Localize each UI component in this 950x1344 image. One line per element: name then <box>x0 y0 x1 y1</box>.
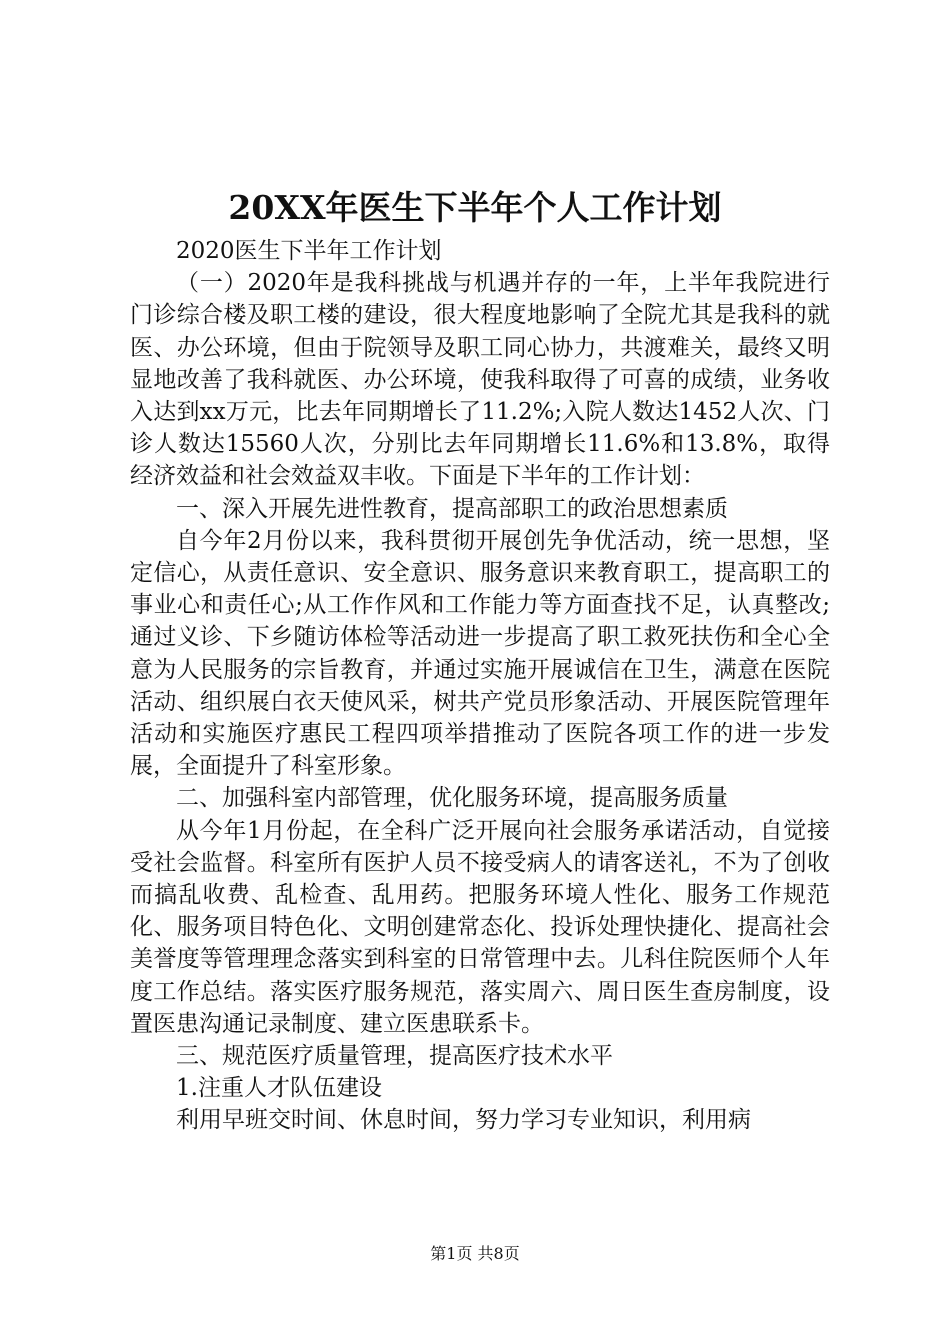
document-title: 20XX年医生下半年个人工作计划 <box>228 188 722 227</box>
section-heading-2: 二、加强科室内部管理，优化服务环境，提高服务质量 <box>176 785 728 812</box>
subsection-heading-1: 1.注重人才队伍建设 <box>176 1075 382 1102</box>
section-heading-1: 一、深入开展先进性教育，提高部职工的政治思想素质 <box>176 495 728 522</box>
page-footer: 第1页 共8页 <box>430 1244 520 1263</box>
paragraph-intro: （一）2020年是我科挑战与机遇并存的一年，上半年我院进行门诊综合楼及职工楼的建设，很大程度地影响了全院尤其是我科的就医、办公环境，但由于院领导及职工同心协力，共渡难关，最终又明显地改善了我科就医、办公环境，使我科取得了可喜的成绩，业务收入达到xx万元，比去年同期增长了11.2%;入院人数达1452人次、门诊人数达15560人次，分别比去年同期增长11.6%和13.8%，取得经济效益和社会效益双丰收。下面是下半年的工作计划： <box>130 270 830 490</box>
paragraph-subtitle: 2020医生下半年工作计划 <box>176 238 442 264</box>
section-heading-3: 三、规范医疗质量管理，提高医疗技术水平 <box>176 1043 613 1070</box>
paragraph-section-2: 从今年1月份起，在全科广泛开展向社会服务承诺活动，自觉接受社会监督。科室所有医护人员不接受病人的请客送礼，不为了创收而搞乱收费、乱检查、乱用药。把服务环境人性化、服务工作规范化、服务项目特色化、文明创建常态化、投诉处理快捷化、提高社会美誉度等管理理念落实到科室的日常管理中去。儿科住院医师个人年度工作总结。落实医疗服务规范，落实周六、周日医生查房制度，设置医患沟通记录制度、建立医患联系卡。 <box>130 817 830 1037</box>
paragraph-section-1: 自今年2月份以来，我科贯彻开展创先争优活动，统一思想，坚定信心，从责任意识、安全意识、服务意识来教育职工，提高职工的事业心和责任心;从工作作风和工作能力等方面查找不足，认真整改;通过义诊、下乡随访体检等活动进一步提高了职工救死扶伤和全心全意为人民服务的宗旨教育，并通过实施开展诚信在卫生，满意在医院活动、组织展白衣天使风采，树共产党员形象活动、开展医院管理年活动和实施医疗惠民工程四项举措推动了医院各项工作的进一步发展，全面提升了科室形象。 <box>130 527 830 780</box>
paragraph-subsection-1: 利用早班交时间、休息时间，努力学习专业知识，利用病 <box>176 1107 751 1134</box>
document-body <box>130 235 830 1137</box>
